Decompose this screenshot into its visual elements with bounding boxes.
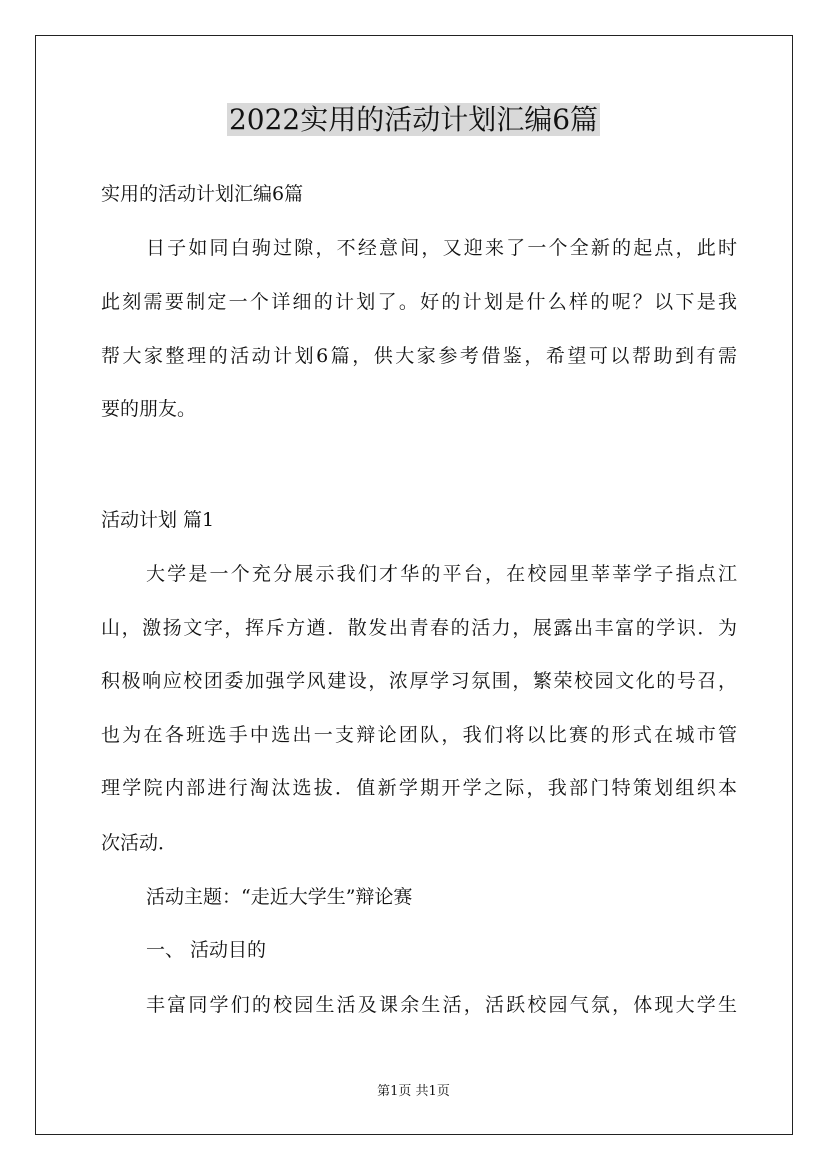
document-subtitle: 实用的活动计划汇编6篇	[101, 183, 304, 205]
section-line: 大学是一个充分展示我们才华的平台，在校园里莘莘学子指点江	[146, 563, 737, 585]
section-line: 积极响应校团委加强学风建设，浓厚学习氛围，繁荣校园文化的号召，	[101, 670, 737, 692]
section-line: 理学院内部进行淘汰选拔．值新学期开学之际，我部门特策划组织本	[101, 777, 737, 799]
intro-line: 帮大家整理的活动计划6篇，供大家参考借鉴，希望可以帮助到有需	[101, 345, 737, 367]
intro-line: 日子如同白驹过隙，不经意间，又迎来了一个全新的起点，此时	[146, 237, 737, 259]
purpose-line: 丰富同学们的校园生活及课余生活，活跃校园气氛，体现大学生	[146, 994, 737, 1016]
intro-line: 要的朋友。	[101, 398, 197, 420]
section-heading: 活动计划 篇1	[101, 509, 215, 531]
section-line: 次活动．	[101, 832, 178, 854]
section-line: 山，激扬文字，挥斥方遒．散发出青春的活力，展露出丰富的学识．为	[101, 617, 737, 639]
section-line: 也为在各班选手中选出一支辩论团队，我们将以比赛的形式在城市管	[101, 724, 737, 746]
page-footer: 第1页 共1页	[377, 1084, 450, 1099]
document-title-text: 2022实用的活动计划汇编6篇	[228, 103, 599, 136]
document-title	[0, 100, 827, 140]
activity-theme: 活动主题：“走近大学生”辩论赛	[146, 886, 413, 908]
intro-line: 此刻需要制定一个详细的计划了。好的计划是什么样的呢？以下是我	[101, 291, 737, 313]
purpose-heading: 一、 活动目的	[146, 939, 267, 961]
